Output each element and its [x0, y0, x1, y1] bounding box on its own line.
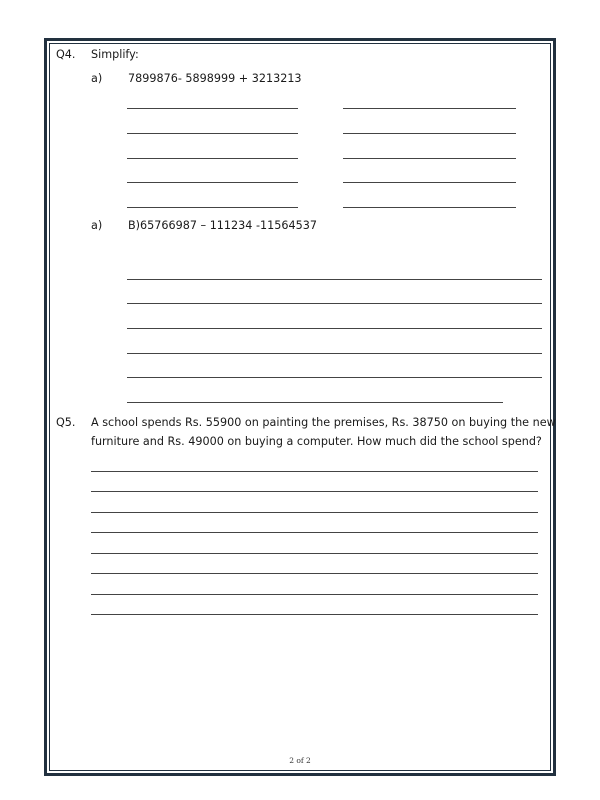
answer-line[interactable] — [127, 402, 503, 403]
answer-line[interactable] — [127, 303, 542, 304]
answer-line[interactable] — [127, 133, 298, 134]
answer-line[interactable] — [343, 207, 516, 208]
q4-title: Simplify: — [91, 48, 139, 61]
answer-line[interactable] — [91, 573, 538, 574]
answer-line[interactable] — [343, 182, 516, 183]
answer-line[interactable] — [91, 512, 538, 513]
answer-line[interactable] — [91, 614, 538, 615]
answer-line[interactable] — [127, 108, 298, 109]
answer-line[interactable] — [127, 353, 542, 354]
q4-part-b-label: a) — [91, 219, 103, 232]
answer-line[interactable] — [127, 279, 542, 280]
answer-line[interactable] — [91, 553, 538, 554]
answer-line[interactable] — [127, 328, 542, 329]
q5-text-line-2: furniture and Rs. 49000 on buying a computer. How much did the school spend? — [91, 435, 542, 448]
answer-line[interactable] — [343, 108, 516, 109]
q5-number: Q5. — [56, 416, 76, 429]
answer-line[interactable] — [127, 207, 298, 208]
answer-line[interactable] — [343, 158, 516, 159]
page-border-inner — [49, 43, 551, 771]
answer-line[interactable] — [127, 377, 542, 378]
q4-part-a-label: a) — [91, 72, 103, 85]
q5-text-line-1: A school spends Rs. 55900 on painting the premises, Rs. 38750 on buying the new — [91, 416, 556, 429]
answer-line[interactable] — [127, 182, 298, 183]
answer-line[interactable] — [343, 133, 516, 134]
q4-number: Q4. — [56, 48, 76, 61]
q4-part-a-expression: 7899876- 5898999 + 3213213 — [128, 72, 302, 85]
answer-line[interactable] — [91, 491, 538, 492]
page-number: 2 of 2 — [289, 756, 311, 765]
answer-line[interactable] — [91, 471, 538, 472]
q4-part-b-expression: B)65766987 – 111234 -11564537 — [128, 219, 317, 232]
answer-line[interactable] — [91, 594, 538, 595]
answer-line[interactable] — [127, 158, 298, 159]
answer-line[interactable] — [91, 532, 538, 533]
